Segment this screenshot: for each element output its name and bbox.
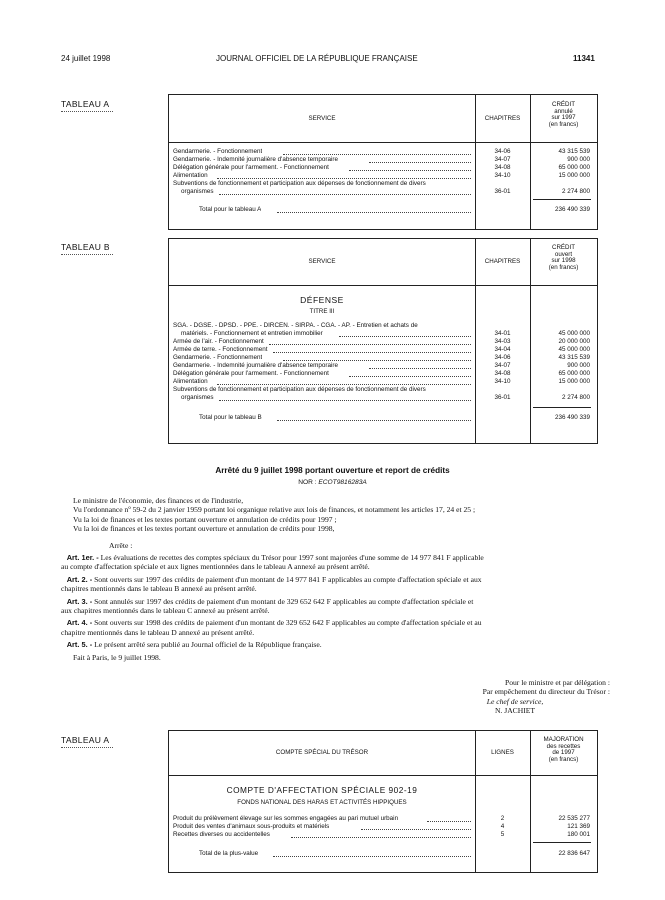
table-row: Délégation générale pour l'armement. - Fonctionnement 34-08 65 000 000: [173, 164, 590, 171]
nor-line: NOR : ECOT9816283A: [298, 479, 367, 486]
col-chapitres: CHAPITRES: [484, 115, 521, 122]
table-b-label: TABLEAU B: [61, 242, 113, 255]
col-credit: CRÉDIT annulé sur 1997 (en francs): [548, 101, 579, 128]
issue-date: 24 juillet 1998: [61, 54, 111, 63]
table-row: Recettes diverses ou accidentelles 5 180 001: [173, 831, 590, 838]
table-row: Alimentation 34-10 15 000 000: [173, 378, 590, 385]
table-row: Délégation générale pour l'armement. - Fonctionnement 34-08 65 000 000: [173, 370, 590, 377]
page-number: 11341: [573, 54, 595, 63]
table-total-row: Total pour le tableau A 236 490 339: [199, 206, 590, 213]
arrete-title: Arrêté du 9 juillet 1998 portant ouverture et report de crédits: [215, 466, 450, 475]
section-subtitle: FONDS NATIONAL DES HARAS ET ACTIVITÉS HIPPIQUES: [237, 799, 407, 806]
table-row: Armée de terre. - Fonctionnement 34-04 45 000 000: [173, 346, 590, 353]
col-majoration: MAJORATION des recettes de 1997 (en francs): [543, 736, 584, 763]
section-title: DÉFENSE: [300, 295, 344, 305]
col-credit: CRÉDIT ouvert sur 1998 (en francs): [548, 244, 579, 271]
table-row: Gendarmerie. - Indemnité journalière d'absence temporaire 34-07 900 000: [173, 156, 590, 163]
table-row: Gendarmerie. - Indemnité journalière d'absence temporaire 34-07 900 000: [173, 362, 590, 369]
table-row: matériels. - Fonctionnement et entretien immobilier 34-01 45 000 000: [181, 330, 590, 337]
arrete-body: Le ministre de l'économie, des finances et de l'industrie, Vu l'ordonnance nº 59-2 du 2 janvier 1959 portant loi organique relative aux lois de finances, et notamment les articles 17, 24 et 25 ; Vu la loi de finances et les textes portant ouverture et annulation de crédits pour 1997 ; Vu la loi de finances et les textes portant ouverture et annulation de crédits pour 1998, Arrête : Art. 1er. - Les évaluations de recettes des comptes spéciaux du Trésor pour 1997 sont majorées d'une somme de 14 977 841 F applicable au compte d'affectation spéciale et aux lignes mentionnées dans le tableau A annexé au présent arrêté. Art. 2. - Sont ouverts sur 1997 des crédits de paiement d'un montant de 14 977 841 F applicables au compte d'affectation spéciale et aux chapitres mentionnés dans le tableau B annexé au présent arrêté. Art. 3. - Sont annulés sur 1997 des crédits de paiement d'un montant de 329 652 642 F applicables au compte d'affectation spéciale et aux chapitres mentionnés dans le tableau C annexé au présent arrêté. Art. 4. - Sont ouverts sur 1998 des crédits de paiement d'un montant de 329 652 642 F applicables au compte d'affectation spéciale et au chapitre mentionnés dans le tableau D annexé au présent arrêté. Art. 5. - Le présent arrêté sera publié au Journal officiel de la République française. Fait à Paris, le 9 juillet 1998.: [61, 496, 484, 662]
table-row: Gendarmerie. - Fonctionnement 34-06 43 315 539: [173, 354, 590, 361]
table-total-row: Total de la plus-value 22 836 647: [199, 850, 590, 857]
table-a: [168, 94, 598, 230]
table-row: organismes 36-01 2 274 800: [181, 394, 590, 401]
table-row: Subventions de fonctionnement et participation aux dépenses de fonctionnement de divers: [173, 386, 426, 393]
table-a-label: TABLEAU A: [61, 99, 113, 112]
table-row: Produit du prélèvement élevage sur les sommes engagées au pari mutuel urbain 2 22 535 277: [173, 815, 590, 822]
table-row: SGA. - DGSE. - DPSD. - PPE. - DIRCEN. - SIRPA. - CGA. - AP. - Entretien et achats de: [173, 322, 418, 329]
col-chapitres: CHAPITRES: [484, 258, 521, 265]
table-total-row: Total pour le tableau B 236 490 339: [199, 414, 590, 421]
table-row: Gendarmerie. - Fonctionnement 34-06 43 315 539: [173, 148, 590, 155]
section-subtitle: TITRE III: [309, 308, 335, 315]
table-row: organismes 36-01 2 274 800: [181, 188, 590, 195]
table-a-comptes: [168, 730, 598, 873]
table-row: Armée de l'air. - Fonctionnement 34-03 20 000 000: [173, 338, 590, 345]
table-row: Produit des ventes d'animaux sous-produits et matériels 4 121 369: [173, 823, 590, 830]
col-lignes: LIGNES: [491, 749, 514, 756]
table-row: Alimentation 34-10 15 000 000: [173, 172, 590, 179]
section-title: COMPTE D'AFFECTATION SPÉCIALE 902-19: [226, 785, 418, 795]
table-a2-label: TABLEAU A: [61, 735, 113, 748]
table-row: Subventions de fonctionnement et participation aux dépenses de fonctionnement de divers: [173, 180, 426, 187]
signature-block: Pour le ministre et par délégation : Par empêchement du directeur du Trésor : Le chef de service, N. JACHIET: [482, 678, 610, 716]
journal-title: JOURNAL OFFICIEL DE LA RÉPUBLIQUE FRANÇAISE: [216, 54, 418, 63]
table-b: [168, 238, 598, 444]
col-service: SERVICE: [308, 258, 336, 265]
col-compte: COMPTE SPÉCIAL DU TRÉSOR: [275, 749, 369, 756]
col-service: SERVICE: [308, 115, 336, 122]
